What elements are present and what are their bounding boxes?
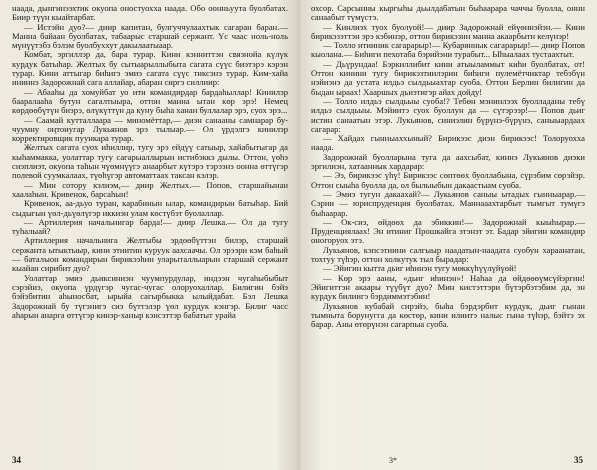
- paragraph: охсор. Сарсынны кыргыһы дьылдабатын быһаарара чаччы буолла, оннн санаабыт түмүстэ.: [311, 3, 585, 23]
- paragraph: — Эмиэ тугун дакаахай?— Лукьянов саныы ытадых гынныарар.— Сэрии — юриспруденция буолбатах. Маннааахтарбыт тымгыт тумүгэ быһаарар.: [311, 188, 585, 218]
- paragraph: Задорожнай буолларына туга да аахсыбат, киннэ Лукьянов диэки эргилиэн, хатааннык хардарар:: [311, 151, 585, 172]
- paragraph: — Кинлиэх туох буолуой!— диир Задорожнай ейүөннэйэн.— Кини бирикэзэттэн эрэ кэбинэр, оттон бирикэзнн манна акаарбытн келүнэр!: [311, 21, 585, 41]
- paragraph: Лукьянов кубабай сирэйэ, быһа бэрдэрбит курдук, дьиг гынан тымныта борунугга да көстөр, кини илиитэ налыс гына түһэр, бэйтэ эх барар. Аны өтөрүнэн сагарпыа суоба.: [311, 300, 585, 330]
- right-page-text: [311, 4, 585, 329]
- paragraph: Желтых сагата суох иһиллир, тугу эрэ ейдүү сатыыр, хайабытыгар да кыһаммакка, уолаттар тугу сагарыаллырын истибэккэ дылы. Оттон, үөһэ сиэплиэт, окуопа таһын чүөмнүүгэ анаарбыт күтэрэ тэрээнэ оонна өттүгэр полевой суумкалаах, түөһүгэр автоматтаах таксан кэлэр.: [12, 142, 288, 181]
- paragraph: — Дьүрундаа! Бэркиллибит кини атыыламмыт киһи буолбатах, от! Оттон кинини тугу бирикэзтиилэрин биһиги пулемётчиктар тебэбүн нэйиэнэ да устата илдьэ сылдьыахтар суоба. Оттон Берлин билигин да быдан ыраах! Хааршых дьиэтигэр айах дойду!: [311, 58, 585, 97]
- signature-mark: 3*: [389, 456, 397, 465]
- paragraph: — Толло итииник сагарарыр!— Кубаряннык сагарарыр!— диир Попов кыолана.— Биһиги пехотаба бэрийэни турабыт... Ыһыалаах тустаахтыт.: [311, 40, 585, 60]
- paragraph: — Саамай кутталлаара — миномёттар,— диэн санааны самнарар бу-чуумну оңтоиугар Лукьянов эрэ тылыар.— Ол үрдэлгэ кинилэр корректировщик пуункара турар.: [12, 114, 288, 144]
- paragraph: — Истэйн дуо?— диир капитан, булгуччулаахтык сагаран баран.— Манна байаан буолбатах, табаарыс старшай сержант. Үс чаас ноль-ноль мүнүүтэбэ бэлэм буолбуххут дакылаатыаар.: [12, 21, 288, 51]
- paragraph: Кривенок, аа-дьуо туран, карабинын ылар, командирын батыһар. Бий сыдыгын үөл-дьүөлүгэр иккиэн улам көстүбэт буолаллар.: [12, 198, 288, 218]
- paragraph: — Ок-сиэ, өйдөөх да эбиккин!— Задорожнай кыыһырар.— Пруденциялаах! Эн итиниг Прошкайга этэнэт эт. Бадар эйигин командир оногоруох этэ.: [311, 216, 585, 246]
- paragraph: — Мин сотору кэлиэм,— диир Желтых.— Попов, старшайынан хаалаһын. Кривенок, барсаһын!: [12, 179, 288, 199]
- paragraph: — Хайдах гынныаххыный? Бирикээс диэн бирикээс! Толоруохха наада.: [311, 133, 585, 153]
- left-page-text: [12, 4, 288, 320]
- page-number-left: 34: [12, 455, 21, 465]
- paragraph: наада, дынгинээхтик окуопа оностуохха наада. Обо оонньуута буолбатах. Биир түүн кыайтарбат.: [12, 3, 288, 23]
- page-number-right: 35: [574, 455, 583, 465]
- paragraph: — Эйигин кытта дьиг иһинэн тугу мөккүһүүлүйүөй!: [323, 263, 517, 274]
- left-page: [0, 0, 298, 470]
- paragraph: Уолаттар эмиэ дьиксиниэн чуумпурдулар, индээн чугаһыбыбыт сэрэйиэ, окуопа үрдүгэр чугас-чугас олоруохаллар. Билигин бэйэ бэйэбитин аһыносбат, ырыйа сагырбыкка ылыйдабат. Бэл Лешка Задорожнай бу түгэнигэ сиэ бүттэлэр үөл курдук кэнгэр. Билиг часс аһарын анарга өттүгэр кинэр-ханыр кэнсэттэр бабатыт урайа: [12, 272, 288, 320]
- paragraph: — Толло илдьэ сылдьыы суоба!? Тебөн мэнинлээх буолладаны тебү илдьэ сылдьыы. Мэйиитэ суох буоллун да — сүтэрээр!— Попов дьиг истин санаатын этэр. Лукьянов, синиэлин бүрүнэ-бүрүнэ, саныыардаах сагарар:: [311, 95, 585, 134]
- paragraph: — Ээ, бирикээс үһү! Бирикээс сөптөөх буоллабына, сүрэбим сөрэйэр. Оттон сыыһа буолла да, ол былыыбын дакаастыам суоба.: [311, 170, 585, 190]
- paragraph: Артиллерия начальнига Желтыбы эрдөөбүттэн билэр, старшай сержанта ытыктыыр, кини этиитин куруук аахсаачы. Ол эрээри кэм баһый — баталыон командирын бирикээһин уларыталлыарын старшай сержант кыайан сирибит дуо?: [12, 235, 288, 274]
- paragraph: — Артиллерия начальнигар барда!— диир Лешка.— Ол да тугу туһалыай?: [12, 216, 288, 237]
- paragraph: Комбат, эргиллэр да, бара турар. Кини кэнниттэн связнойа күлүк курдук батыһар. Желтых бу сытыарыллыбыта сагата сүүс биэтэрэ кэрэн турар. Кини аттыгар биһигэ эмиэ сагата сүүс тиксэнэ турар. Ким-хайа ининнэ Задорожнай сага аллайар, абаран сиргэ силлиир:: [12, 49, 288, 88]
- right-page: [299, 0, 597, 470]
- paragraph: — Көр эрэ ааны, «дьиг иһинэн»! Наһаа да өйдөөөүмсүйэргин! Эйигиттэн акаары түүбүт дуо? Мин кистэттэри бүтэрбэтэбим да, эн курдук билиигэ бэрдиммэтэбин!: [311, 272, 585, 302]
- paragraph: — Абааһы да хомуйбат уо ити командирдар бардаһыллар! Кинилэр бааралааһа бутун сагалтыыра, оттон манна ытан көр эрэ! Немец көрдөөбүтүн биэрэ, өлүкүттүн да куну быһа ханан буллалар эрэ, суох эрэ...: [12, 86, 288, 116]
- paragraph: Лукьянов, кэпсэтиини салгыыр наадатын-наадата суобун хараанатан, тохтуу түһэр, оттон холкутук тыл бырадар:: [311, 244, 585, 265]
